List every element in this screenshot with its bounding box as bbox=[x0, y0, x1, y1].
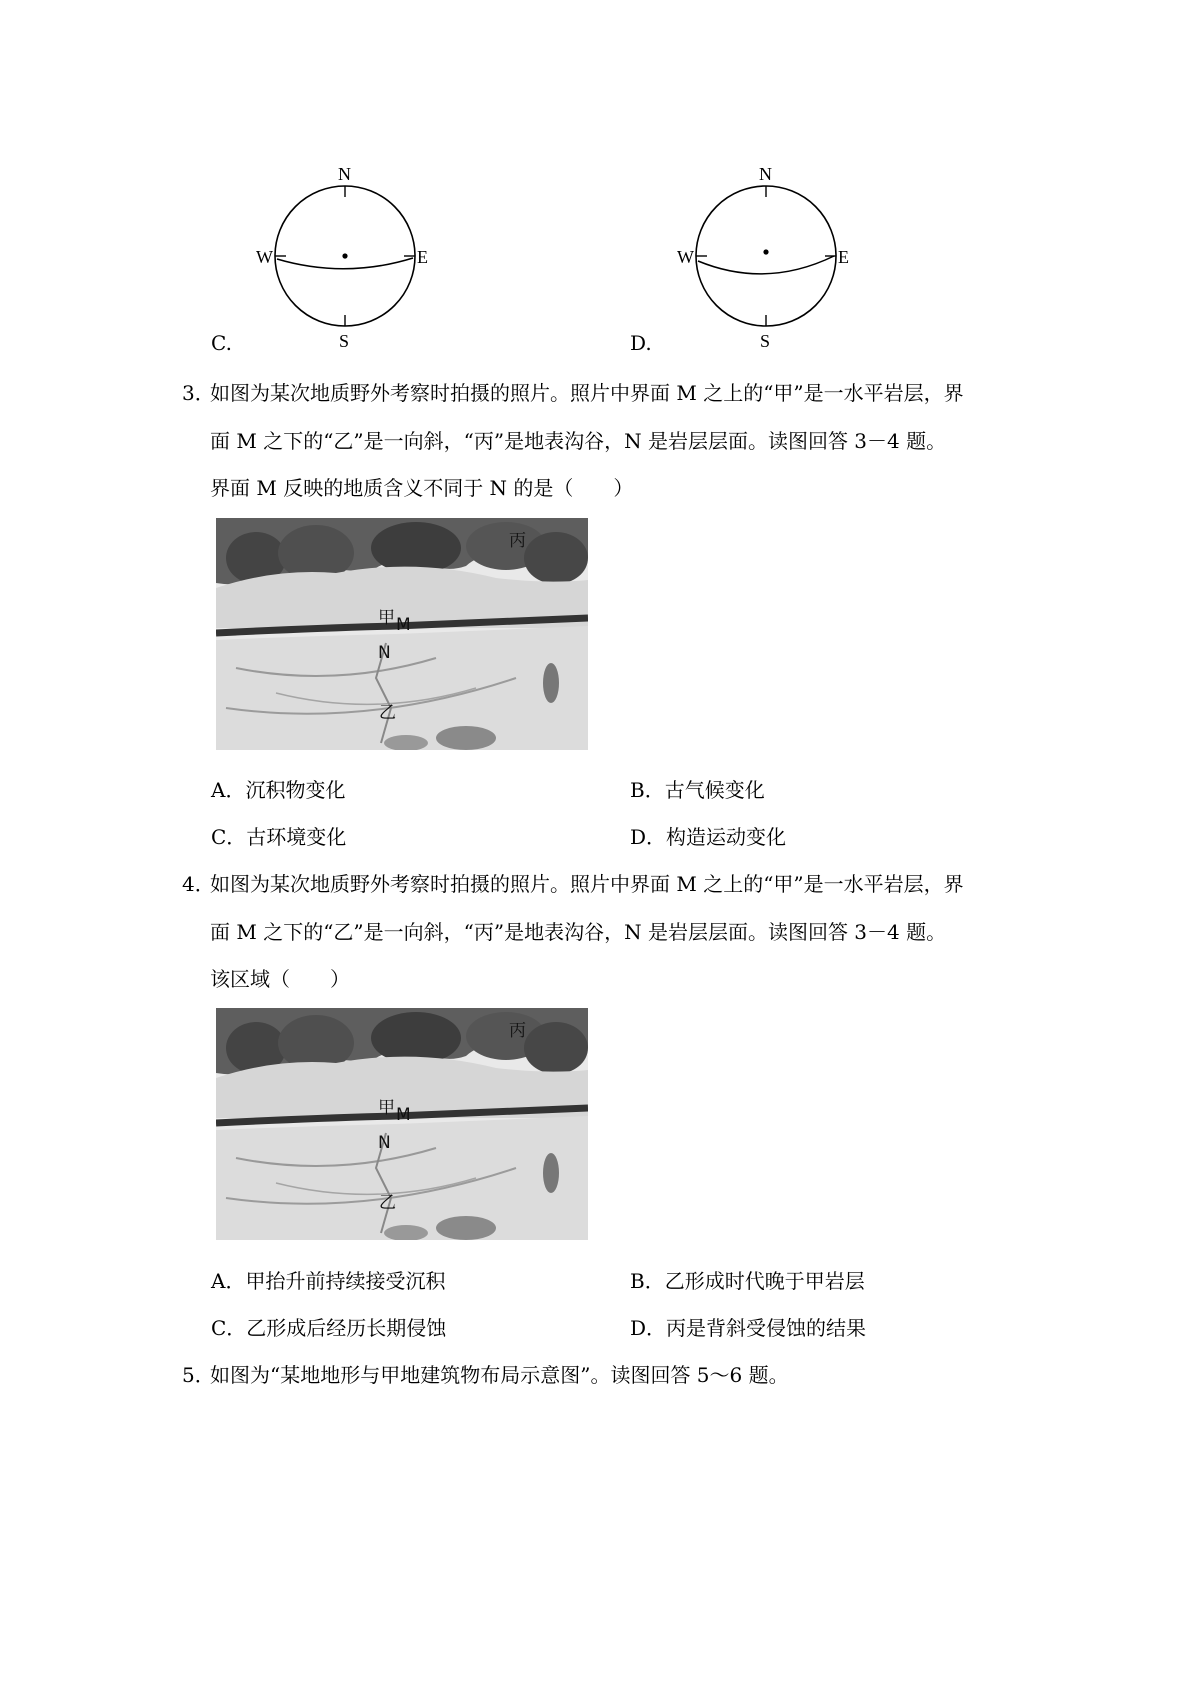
q3-option-c: C．古环境变化 bbox=[211, 825, 347, 849]
q4-photo-label-n: N bbox=[378, 1133, 391, 1153]
compass-d-west: W bbox=[677, 247, 694, 267]
q5-number: 5． bbox=[182, 1363, 215, 1387]
compass-c-west: W bbox=[256, 247, 273, 267]
q3-photo-label-yi: 乙 bbox=[379, 703, 396, 723]
q3-number: 3． bbox=[182, 381, 215, 405]
q3-line1: 如图为某次地质野外考察时拍摄的照片。照片中界面 M 之上的“甲”是一水平岩层，界 bbox=[210, 381, 964, 405]
q4-number: 4． bbox=[182, 872, 215, 896]
q4-photo-label-m: M bbox=[396, 1105, 411, 1125]
compass-figure-c bbox=[240, 155, 440, 355]
q4-stem: 该区域（ ） bbox=[210, 967, 350, 991]
compass-d-option-label: D. bbox=[630, 331, 652, 355]
q4-photo-label-yi: 乙 bbox=[379, 1193, 396, 1213]
q3-option-b: B．古气候变化 bbox=[630, 778, 765, 802]
q3-line2: 面 M 之下的“乙”是一向斜，“丙”是地表沟谷，N 是岩层层面。读图回答 3－4 题。 bbox=[210, 429, 947, 453]
q4-photo-label-jia: 甲 bbox=[378, 1098, 395, 1118]
q3-photo-label-n: N bbox=[378, 643, 391, 663]
q3-stem: 界面 M 反映的地质含义不同于 N 的是（ ） bbox=[210, 476, 634, 500]
q4-line1: 如图为某次地质野外考察时拍摄的照片。照片中界面 M 之上的“甲”是一水平岩层，界 bbox=[210, 872, 964, 896]
q3-option-a: A．沉积物变化 bbox=[211, 778, 346, 802]
q3-photo-label-bing: 丙 bbox=[509, 531, 526, 551]
q3-field-photo bbox=[216, 518, 588, 750]
q4-option-a: A．甲抬升前持续接受沉积 bbox=[211, 1269, 446, 1293]
compass-d-south: S bbox=[760, 331, 771, 351]
q4-photo-label-bing: 丙 bbox=[509, 1021, 526, 1041]
compass-c-south: S bbox=[339, 331, 350, 351]
q4-option-c: C．乙形成后经历长期侵蚀 bbox=[211, 1316, 447, 1340]
compass-d-north: N bbox=[759, 164, 772, 184]
q4-option-d: D．丙是背斜受侵蚀的结果 bbox=[630, 1316, 867, 1340]
compass-d-east: E bbox=[838, 247, 849, 267]
compass-figure-d bbox=[661, 155, 861, 355]
compass-c-east: E bbox=[417, 247, 428, 267]
compass-c-north: N bbox=[338, 164, 351, 184]
q3-photo-label-jia: 甲 bbox=[378, 608, 395, 628]
compass-c-option-label: C. bbox=[211, 331, 232, 355]
q3-option-d: D．构造运动变化 bbox=[630, 825, 787, 849]
q4-field-photo bbox=[216, 1008, 588, 1240]
q3-photo-label-m: M bbox=[396, 615, 411, 635]
q4-line2: 面 M 之下的“乙”是一向斜，“丙”是地表沟谷，N 是岩层层面。读图回答 3－4 题。 bbox=[210, 920, 947, 944]
q5-line1: 如图为“某地地形与甲地建筑物布局示意图”。读图回答 5～6 题。 bbox=[210, 1363, 789, 1387]
q4-option-b: B．乙形成时代晚于甲岩层 bbox=[630, 1269, 865, 1293]
